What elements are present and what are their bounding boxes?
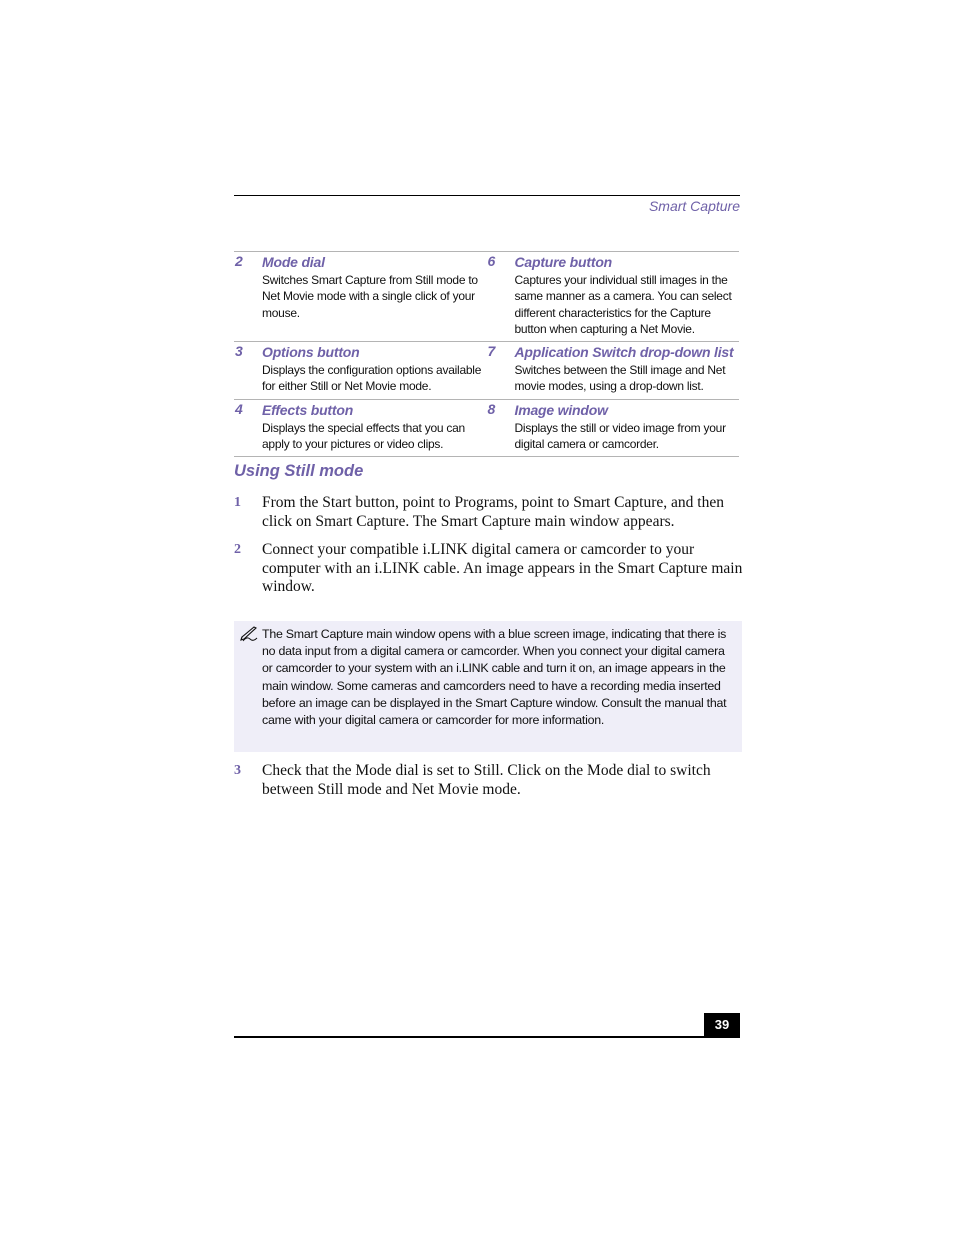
- definition-number: 2: [235, 253, 243, 269]
- pencil-note-icon: [239, 626, 259, 642]
- definition-title: Application Switch drop-down list: [514, 344, 734, 361]
- footer-rule: [234, 1036, 740, 1038]
- definition-item-effects-button: [234, 400, 487, 457]
- definition-row: [234, 400, 739, 458]
- definition-description: Captures your individual still images in the same manner as a camera. You can select different characteristics for the Capture button when capturing a Net Movie.: [514, 273, 732, 336]
- step-text: Connect your compatible i.LINK digital camera or camcorder to your computer with an i.LINK cable. An image appears in the Smart Capture main window.: [262, 541, 743, 595]
- definition-description: Displays the configuration options available for either Still or Net Movie mode.: [262, 363, 482, 394]
- note-text: The Smart Capture main window opens with a blue screen image, indicating that there is no data input from a digital camera or camcorder. When you connect your digital camera or camcorder to your system with an i.LINK cable and turn it on, an image appears in the main window. Some cameras and camcorders need to have a recording media inserted before an image can be displayed in the Smart Capture window. Consult the manual that came with your digital camera or camcorder for more information.: [262, 627, 727, 728]
- definition-number: 3: [235, 343, 243, 360]
- definition-item-options-button: [234, 342, 487, 399]
- definition-item-image-window: [487, 400, 740, 457]
- step-text: From the Start button, point to Programs, point to Smart Capture, and then click on Smart Capture. The Smart Capture main window appears.: [262, 494, 724, 530]
- section-heading: Using Still mode: [234, 462, 364, 480]
- page-number: 39: [704, 1013, 740, 1036]
- step-number: 2: [234, 542, 241, 557]
- definition-description: Displays the special effects that you can apply to your pictures or video clips.: [262, 420, 465, 452]
- definition-title: Mode dial: [262, 254, 325, 270]
- step-1: [234, 494, 744, 531]
- definition-description: Displays the still or video image from your digital camera or camcorder.: [514, 420, 726, 452]
- step-3: [234, 762, 744, 799]
- definition-title: Effects button: [262, 401, 354, 418]
- definition-title: Capture button: [514, 254, 613, 270]
- definition-title: Image window: [514, 401, 608, 418]
- step-number: 3: [234, 763, 241, 778]
- definition-item-capture-button: [487, 252, 740, 341]
- definition-row: [234, 252, 739, 342]
- note-box: [234, 621, 742, 752]
- definition-item-application-switch: [487, 342, 740, 399]
- definition-description: Switches Smart Capture from Still mode to Net Movie mode with a single click of your mouse.: [262, 273, 478, 320]
- step-number: 1: [234, 495, 241, 510]
- header-rule: [234, 195, 740, 196]
- running-head: Smart Capture: [648, 198, 740, 214]
- definition-row: [234, 342, 739, 400]
- definition-number: 6: [487, 253, 496, 269]
- definition-number: 8: [487, 400, 496, 417]
- step-2: [234, 541, 744, 597]
- definition-description: Switches between the Still image and Net movie modes, using a drop-down list.: [514, 363, 726, 394]
- definition-number: 7: [487, 343, 496, 360]
- definition-title: Options button: [262, 344, 360, 361]
- definition-item-mode-dial: [234, 252, 487, 341]
- definition-table: [234, 251, 739, 457]
- definition-number: 4: [235, 400, 243, 417]
- step-text: Check that the Mode dial is set to Still. Click on the Mode dial to switch between Still mode and Net Movie mode.: [262, 762, 711, 798]
